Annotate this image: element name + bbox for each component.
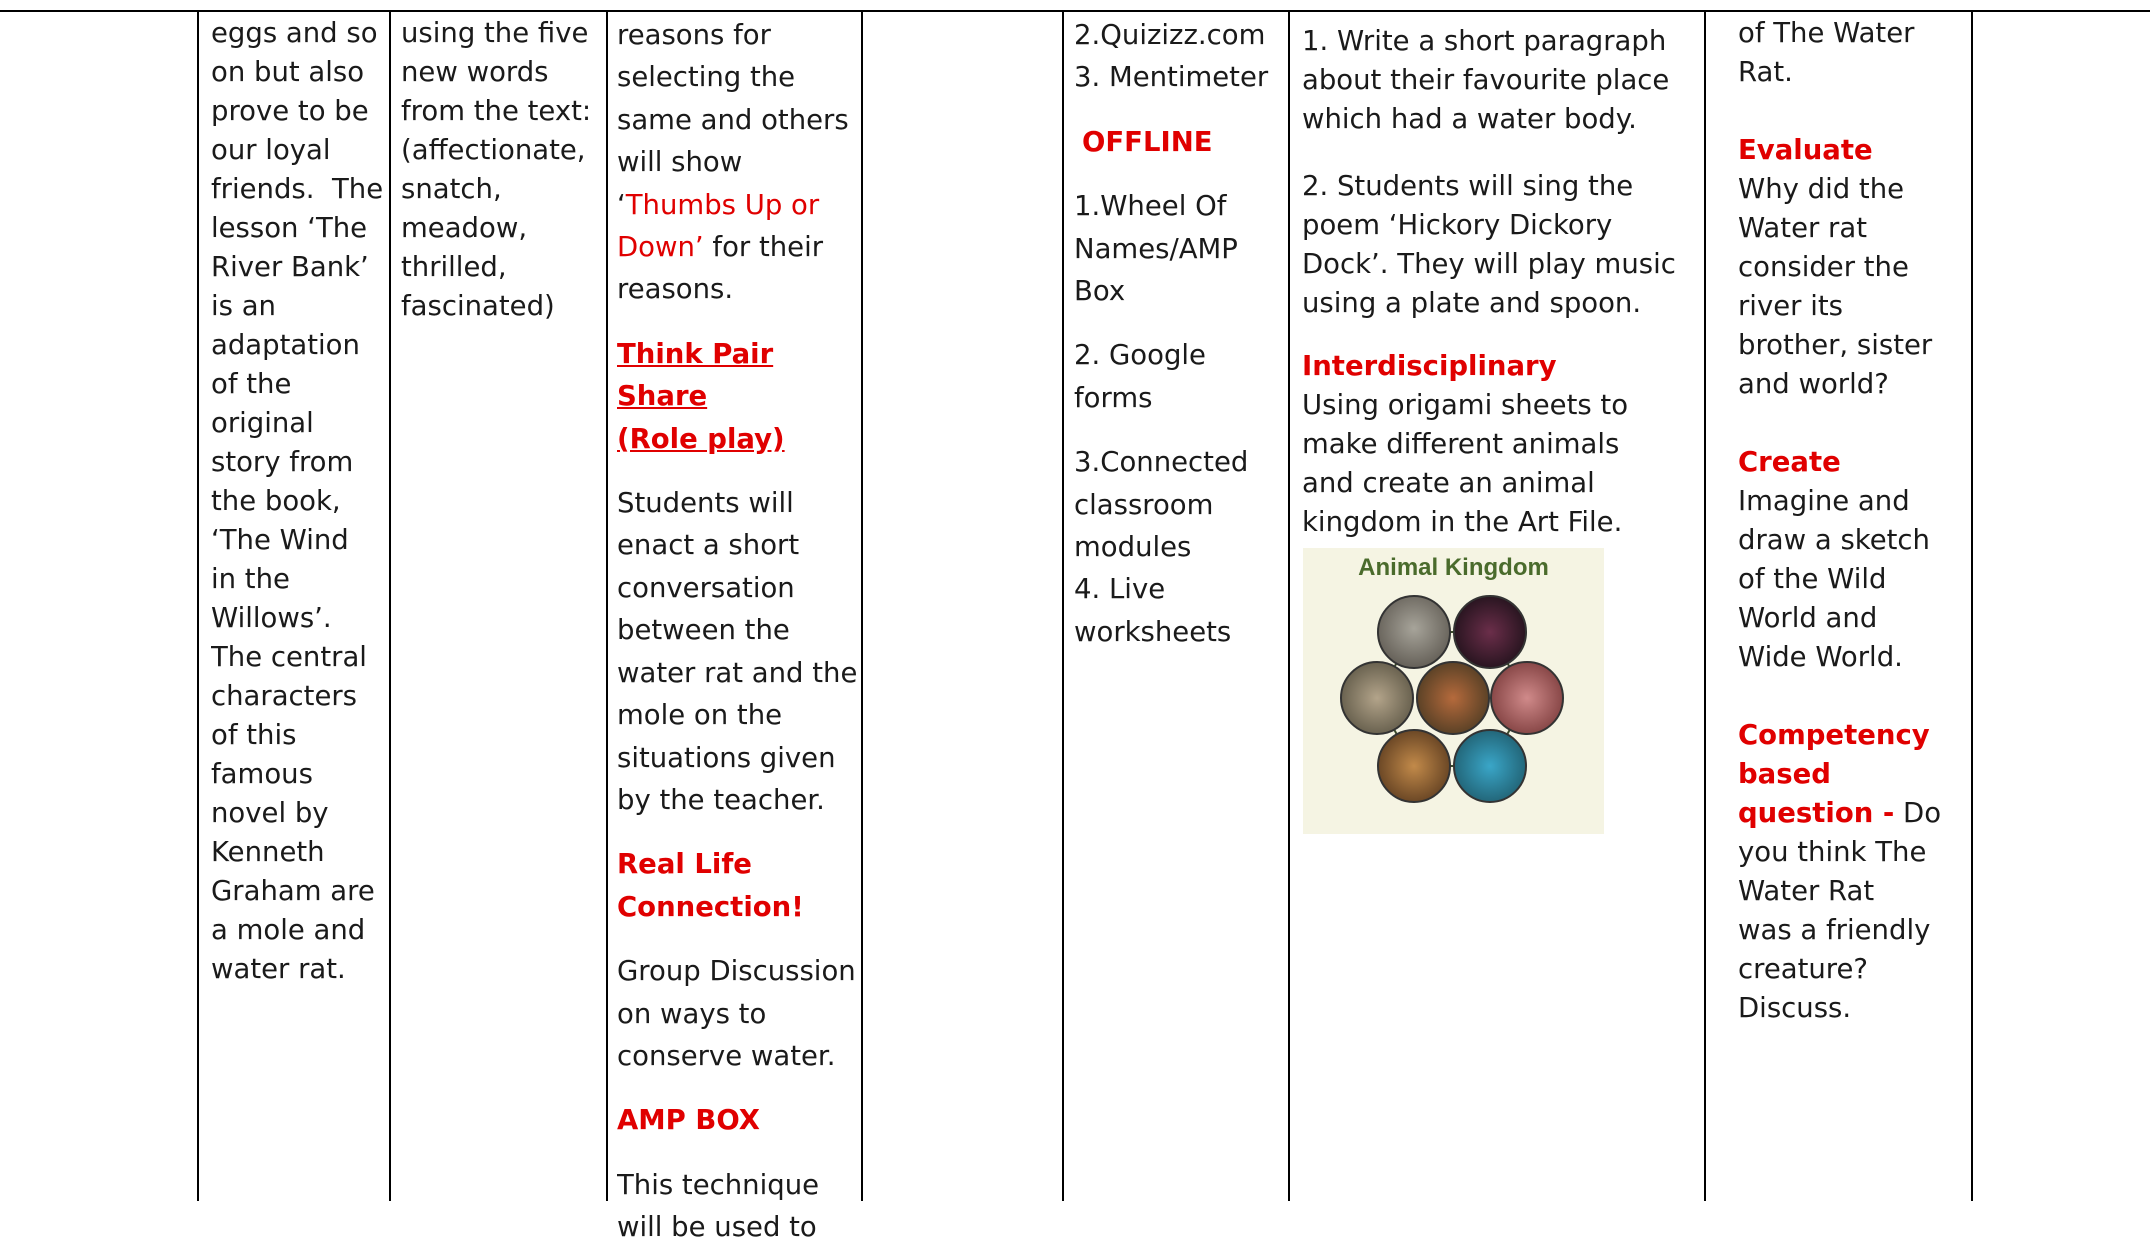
animal-kingdom-image bbox=[1303, 548, 1604, 834]
text-line: water rat. bbox=[211, 953, 346, 985]
text-line bbox=[1738, 794, 1972, 833]
connection-heading: Connection! bbox=[617, 890, 804, 923]
cell-vocabulary bbox=[401, 14, 611, 326]
text-line: worksheets bbox=[1074, 615, 1232, 648]
text-line: and create an animal bbox=[1302, 467, 1595, 499]
text-line: 2. Google bbox=[1074, 339, 1206, 372]
cell-follow-up bbox=[1302, 22, 1702, 542]
text-line: using the five bbox=[401, 17, 589, 49]
cell-introduction bbox=[211, 14, 391, 989]
text-line: Students will bbox=[617, 487, 794, 520]
text-line: The central bbox=[211, 641, 367, 673]
competency-heading: Competency bbox=[1738, 719, 1930, 751]
text-line: World and bbox=[1738, 602, 1878, 634]
text-line: This technique bbox=[617, 1168, 820, 1201]
text-line: on ways to bbox=[617, 997, 767, 1030]
text-line: reasons. bbox=[617, 273, 734, 306]
text-line: of the Wild bbox=[1738, 563, 1887, 595]
text-line: Water rat bbox=[1738, 212, 1867, 244]
text-line bbox=[617, 226, 863, 268]
column-divider bbox=[1704, 10, 1706, 1201]
text-line: creature? bbox=[1738, 953, 1869, 985]
quote-mark: ‘ bbox=[617, 188, 626, 221]
role-play-heading: (Role play) bbox=[617, 422, 785, 455]
text-line: Kenneth bbox=[211, 836, 325, 868]
real-life-heading: Real Life bbox=[617, 848, 752, 881]
text-line: lesson ‘The bbox=[211, 212, 368, 244]
text-line: 1. Write a short paragraph bbox=[1302, 25, 1667, 57]
text-line: Group Discussion bbox=[617, 955, 856, 988]
cell-activities bbox=[617, 14, 863, 1249]
text-line: make different animals bbox=[1302, 428, 1620, 460]
text-line: kingdom in the Art File. bbox=[1302, 506, 1623, 538]
text-line: of this bbox=[211, 719, 297, 751]
competency-heading: based bbox=[1738, 758, 1831, 790]
text-line: ‘The Wind bbox=[211, 524, 349, 556]
text-line: our loyal bbox=[211, 134, 331, 166]
text-line: conserve water. bbox=[617, 1039, 836, 1072]
text-line: modules bbox=[1074, 531, 1192, 564]
text-line: friends. The bbox=[211, 173, 384, 205]
text-fragment: for their bbox=[703, 231, 824, 264]
text-line: conversation bbox=[617, 571, 795, 604]
text-line: eggs and so bbox=[211, 17, 378, 49]
text-line: Why did the bbox=[1738, 173, 1905, 205]
text-line: Discuss. bbox=[1738, 992, 1852, 1024]
text-line: Dock’. They will play music bbox=[1302, 248, 1676, 280]
think-pair-share-heading: Think Pair Share bbox=[617, 337, 774, 413]
text-line: mole on the bbox=[617, 699, 783, 732]
text-line: Willows’. bbox=[211, 602, 332, 634]
text-line: poem ‘Hickory Dickory bbox=[1302, 209, 1613, 241]
text-line: Graham are bbox=[211, 875, 375, 907]
thumbs-up-text: Thumbs Up or bbox=[625, 188, 820, 221]
text-line: same and others bbox=[617, 103, 849, 136]
cell-assessment bbox=[1738, 14, 1972, 1028]
text-line: river its bbox=[1738, 290, 1843, 322]
text-line: famous bbox=[211, 758, 313, 790]
text-line: will be used to bbox=[617, 1211, 817, 1244]
text-line: of The Water bbox=[1738, 17, 1915, 49]
text-line: you think The bbox=[1738, 836, 1927, 868]
offline-heading: OFFLINE bbox=[1082, 125, 1213, 158]
text-line: between the bbox=[617, 614, 790, 647]
text-fragment: Do bbox=[1894, 797, 1942, 829]
amp-box-heading: AMP BOX bbox=[617, 1104, 760, 1137]
text-line: from the text: bbox=[401, 95, 592, 127]
text-line: thrilled, bbox=[401, 251, 507, 283]
text-line: Water Rat bbox=[1738, 875, 1875, 907]
text-line: 3.Connected bbox=[1074, 446, 1249, 479]
text-line: a mole and bbox=[211, 914, 366, 946]
text-line: 1.Wheel Of bbox=[1074, 190, 1227, 223]
table-top-border bbox=[0, 10, 2150, 12]
text-line: 3. Mentimeter bbox=[1074, 61, 1269, 94]
text-line: about their favourite place bbox=[1302, 64, 1670, 96]
text-line: story from bbox=[211, 446, 354, 478]
text-line: 2. Students will sing the bbox=[1302, 170, 1634, 202]
text-line: new words bbox=[401, 56, 549, 88]
text-line: consider the bbox=[1738, 251, 1909, 283]
text-line: adaptation bbox=[211, 329, 360, 361]
thumbs-down-text: Down’ bbox=[617, 231, 704, 264]
competency-heading: question - bbox=[1738, 797, 1895, 829]
text-line: enact a short bbox=[617, 529, 800, 562]
text-line: will show bbox=[617, 146, 743, 179]
text-line bbox=[617, 184, 863, 226]
text-line: by the teacher. bbox=[617, 783, 825, 816]
text-line: draw a sketch bbox=[1738, 524, 1930, 556]
text-line: meadow, bbox=[401, 212, 528, 244]
text-line: using a plate and spoon. bbox=[1302, 287, 1642, 319]
text-line: novel by bbox=[211, 797, 329, 829]
column-divider bbox=[197, 10, 199, 1201]
text-line: in the bbox=[211, 563, 290, 595]
text-line: classroom bbox=[1074, 488, 1214, 521]
text-line: of the bbox=[211, 368, 292, 400]
text-line: the book, bbox=[211, 485, 341, 517]
text-line: was a friendly bbox=[1738, 914, 1931, 946]
text-line: and world? bbox=[1738, 368, 1889, 400]
animal-kingdom-icon bbox=[1303, 548, 1604, 834]
image-title: Animal Kingdom bbox=[1358, 554, 1549, 581]
create-heading: Create bbox=[1738, 446, 1841, 478]
cell-resources bbox=[1074, 14, 1290, 653]
text-line: Box bbox=[1074, 275, 1126, 308]
text-line: Using origami sheets to bbox=[1302, 389, 1629, 421]
text-line: is an bbox=[211, 290, 276, 322]
interdisciplinary-heading: Interdisciplinary bbox=[1302, 350, 1557, 382]
text-line: forms bbox=[1074, 381, 1153, 414]
evaluate-heading: Evaluate bbox=[1738, 134, 1873, 166]
text-line: Wide World. bbox=[1738, 641, 1903, 673]
text-line: prove to be bbox=[211, 95, 369, 127]
text-line: Rat. bbox=[1738, 56, 1793, 88]
text-line: fascinated) bbox=[401, 290, 555, 322]
text-line: water rat and the bbox=[617, 656, 858, 689]
text-line: snatch, bbox=[401, 173, 502, 205]
text-line: which had a water body. bbox=[1302, 103, 1637, 135]
column-divider bbox=[1062, 10, 1064, 1201]
text-line: original bbox=[211, 407, 314, 439]
text-line: 2.Quizizz.com bbox=[1074, 19, 1266, 51]
text-line: reasons for bbox=[617, 19, 771, 51]
text-line: Names/AMP bbox=[1074, 232, 1238, 265]
text-line: River Bank’ bbox=[211, 251, 369, 283]
text-line: on but also bbox=[211, 56, 365, 88]
text-line: (affectionate, bbox=[401, 134, 586, 166]
text-line: selecting the bbox=[617, 61, 796, 94]
text-line: situations given bbox=[617, 741, 836, 774]
text-line: Imagine and bbox=[1738, 485, 1910, 517]
text-line: characters bbox=[211, 680, 358, 712]
text-line: 4. Live bbox=[1074, 573, 1166, 606]
text-line: brother, sister bbox=[1738, 329, 1933, 361]
